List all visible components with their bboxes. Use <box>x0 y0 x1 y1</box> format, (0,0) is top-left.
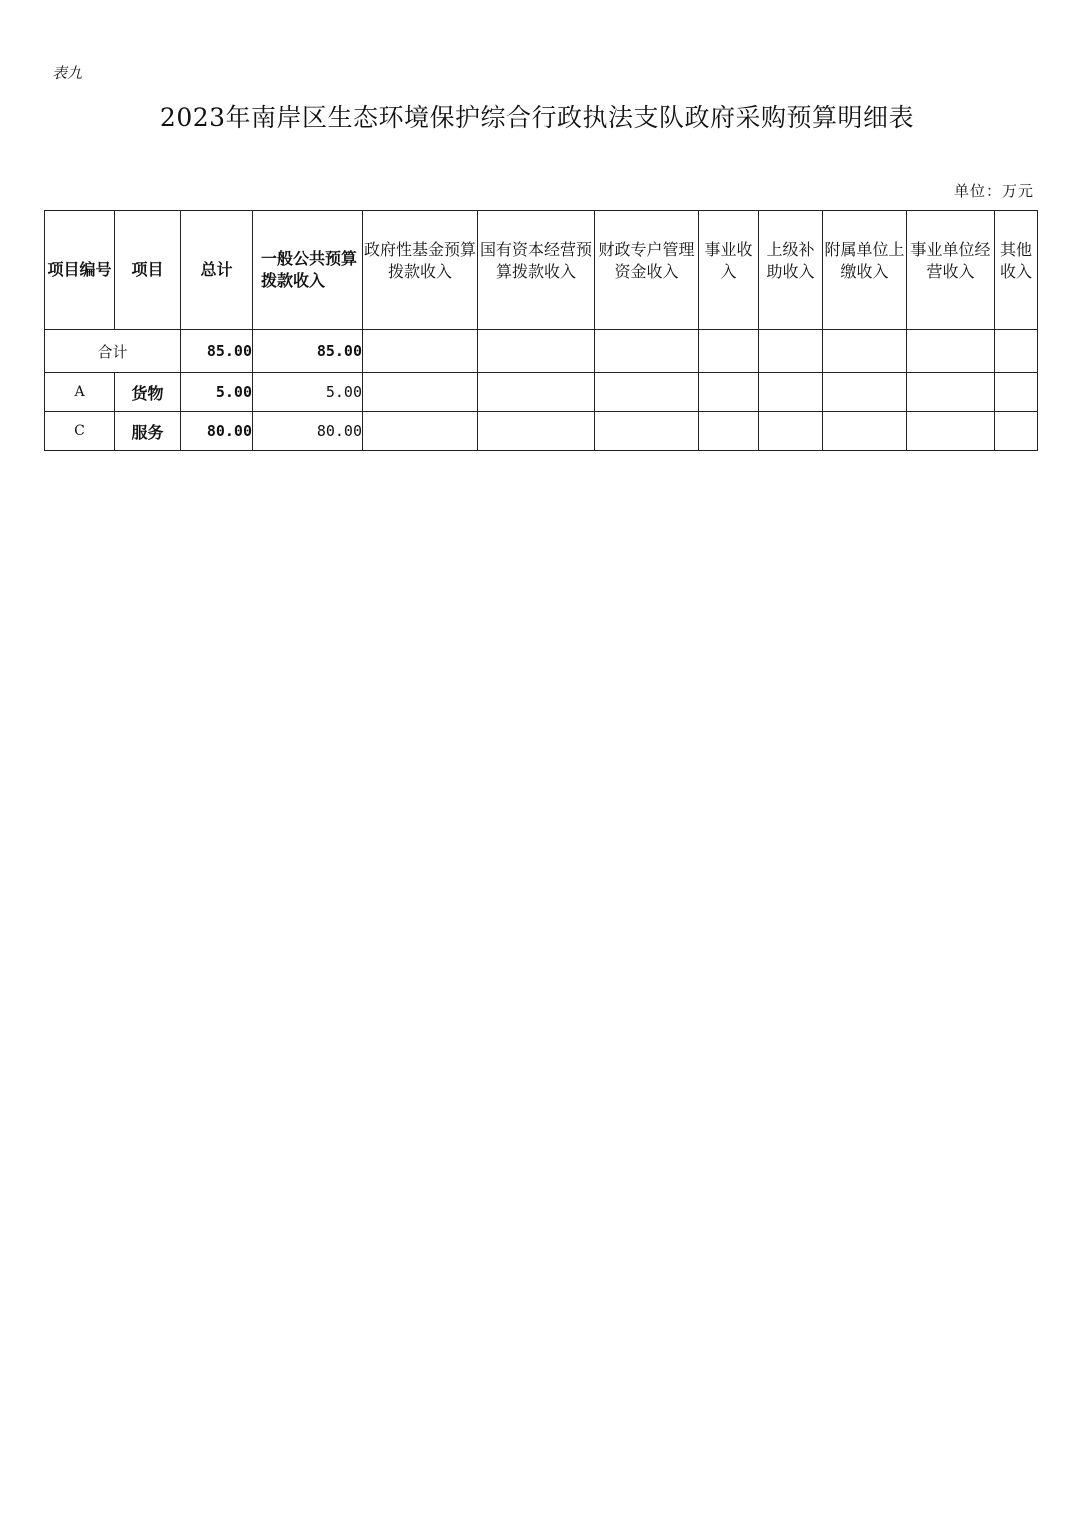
total-general-budget: 85.00 <box>253 330 363 373</box>
empty-cell <box>907 412 995 451</box>
empty-cell <box>823 330 907 373</box>
column-header-government-fund: 政府性基金预算拨款收入 <box>363 211 478 330</box>
empty-cell <box>699 373 759 412</box>
column-header-project-code: 项目编号 <box>45 211 115 330</box>
empty-cell <box>907 373 995 412</box>
empty-cell <box>907 330 995 373</box>
column-header-state-capital: 国有资本经营预算拨款收入 <box>478 211 595 330</box>
column-header-other-income: 其他收入 <box>995 211 1038 330</box>
total-label: 合计 <box>45 330 181 373</box>
table-total-row <box>45 330 1038 373</box>
row-total: 5.00 <box>181 373 253 412</box>
empty-cell <box>759 330 823 373</box>
empty-cell <box>759 373 823 412</box>
row-total: 80.00 <box>181 412 253 451</box>
empty-cell <box>478 412 595 451</box>
empty-cell <box>363 412 478 451</box>
empty-cell <box>595 373 699 412</box>
column-header-operating-income: 事业单位经营收入 <box>907 211 995 330</box>
empty-cell <box>995 412 1038 451</box>
empty-cell <box>759 412 823 451</box>
empty-cell <box>995 373 1038 412</box>
empty-cell <box>699 412 759 451</box>
table-number-label: 表九 <box>52 64 83 82</box>
column-header-superior-subsidy: 上级补助收入 <box>759 211 823 330</box>
empty-cell <box>478 330 595 373</box>
empty-cell <box>823 412 907 451</box>
column-header-general-budget: 一般公共预算拨款收入 <box>253 211 363 330</box>
empty-cell <box>595 330 699 373</box>
row-general-budget: 80.00 <box>253 412 363 451</box>
procurement-budget-table <box>44 210 1038 451</box>
table-row <box>45 373 1038 412</box>
row-name: 服务 <box>115 412 181 451</box>
empty-cell <box>995 330 1038 373</box>
column-header-total: 总计 <box>181 211 253 330</box>
row-code: A <box>45 373 115 412</box>
empty-cell <box>699 330 759 373</box>
column-header-affiliated-units: 附属单位上缴收入 <box>823 211 907 330</box>
table-header-row <box>45 211 1038 330</box>
column-header-project: 项目 <box>115 211 181 330</box>
column-header-special-account: 财政专户管理资金收入 <box>595 211 699 330</box>
empty-cell <box>478 373 595 412</box>
empty-cell <box>363 373 478 412</box>
unit-label: 单位：万元 <box>953 182 1034 200</box>
row-code: C <box>45 412 115 451</box>
empty-cell <box>823 373 907 412</box>
empty-cell <box>363 330 478 373</box>
page-title: 2023年南岸区生态环境保护综合行政执法支队政府采购预算明细表 <box>159 103 915 132</box>
column-header-business-income: 事业收入 <box>699 211 759 330</box>
table-row <box>45 412 1038 451</box>
row-general-budget: 5.00 <box>253 373 363 412</box>
row-name: 货物 <box>115 373 181 412</box>
total-amount: 85.00 <box>181 330 253 373</box>
empty-cell <box>595 412 699 451</box>
